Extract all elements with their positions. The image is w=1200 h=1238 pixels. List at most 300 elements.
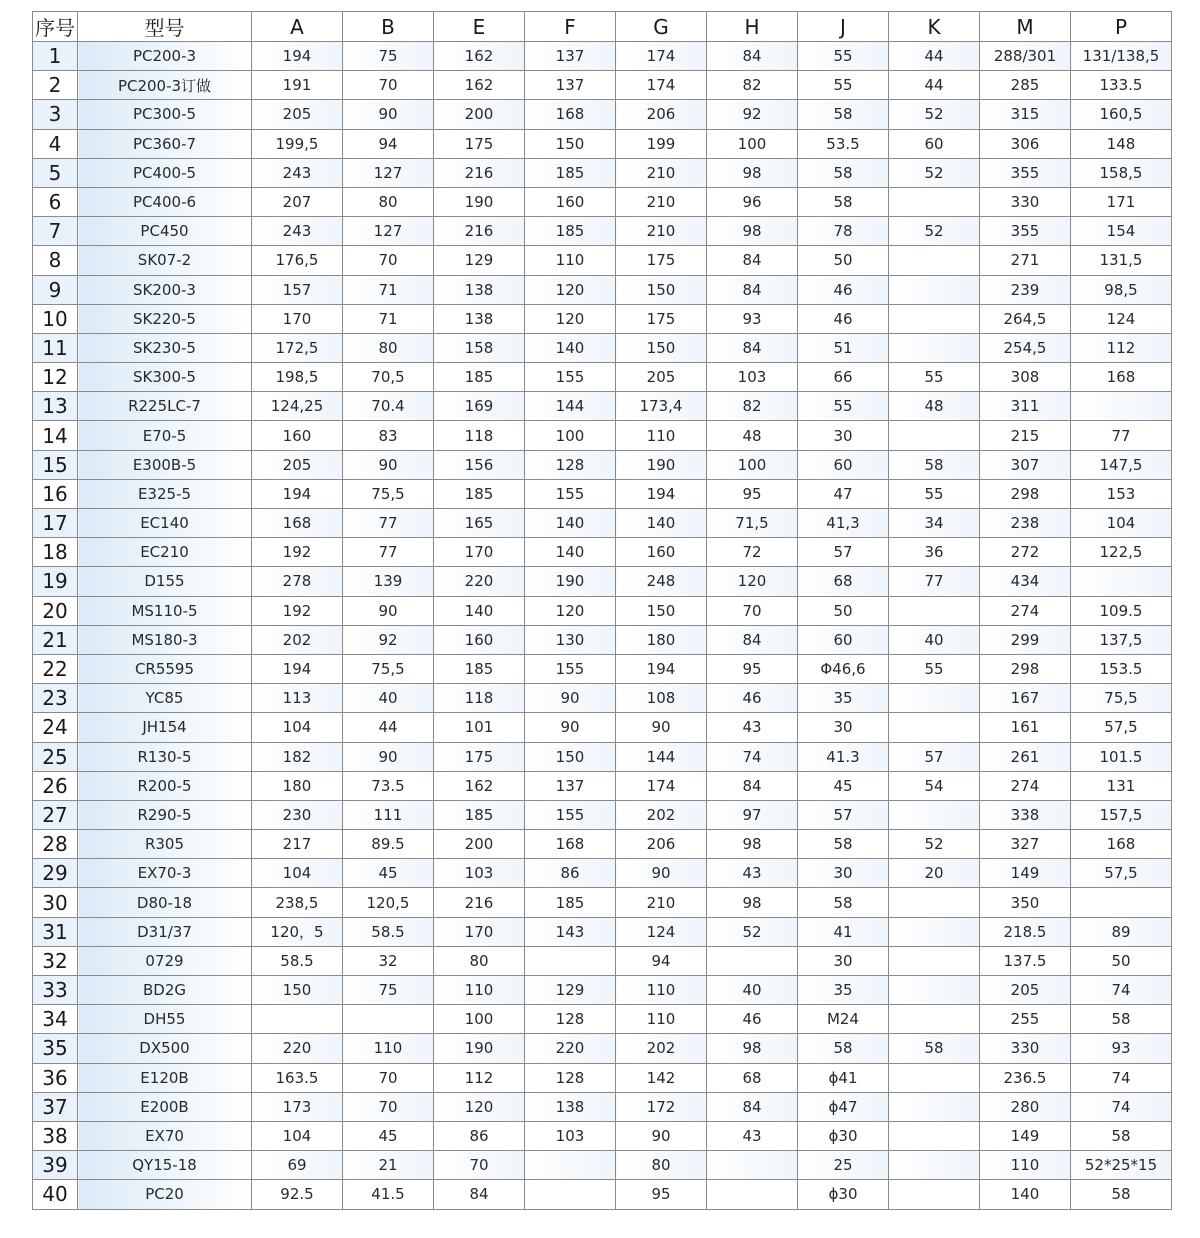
value-cell: 174 <box>616 42 707 71</box>
value-cell: 254,5 <box>980 333 1071 362</box>
value-cell: 58 <box>798 158 889 187</box>
value-cell: 153.5 <box>1071 654 1172 683</box>
value-cell: 168 <box>525 100 616 129</box>
value-cell: 130 <box>525 625 616 654</box>
value-cell: 202 <box>616 800 707 829</box>
value-cell: 21 <box>343 1151 434 1180</box>
value-cell: 58.5 <box>252 946 343 975</box>
value-cell: 274 <box>980 771 1071 800</box>
value-cell: 58 <box>798 100 889 129</box>
value-cell: 120 <box>707 567 798 596</box>
value-cell: 298 <box>980 479 1071 508</box>
value-cell <box>889 596 980 625</box>
value-cell: 100 <box>434 1005 525 1034</box>
value-cell: 50 <box>798 246 889 275</box>
value-cell: 174 <box>616 71 707 100</box>
value-cell: 52 <box>889 830 980 859</box>
table-row <box>33 1121 1172 1150</box>
value-cell: 30 <box>798 421 889 450</box>
value-cell: 139 <box>343 567 434 596</box>
value-cell: 82 <box>707 392 798 421</box>
value-cell: 167 <box>980 684 1071 713</box>
value-cell: 110 <box>616 1005 707 1034</box>
value-cell: 45 <box>343 1121 434 1150</box>
row-number-cell: 3 <box>33 100 78 129</box>
model-cell: PC200-3订做 <box>78 71 252 100</box>
value-cell: 175 <box>434 129 525 158</box>
table-row <box>33 1034 1172 1063</box>
value-cell: 98 <box>707 1034 798 1063</box>
table-row <box>33 158 1172 187</box>
value-cell: 194 <box>252 654 343 683</box>
value-cell: 75,5 <box>343 479 434 508</box>
value-cell: 216 <box>434 888 525 917</box>
value-cell: 185 <box>525 217 616 246</box>
column-header: A <box>252 12 343 42</box>
table-row <box>33 1063 1172 1092</box>
value-cell <box>343 1005 434 1034</box>
value-cell: 110 <box>343 1034 434 1063</box>
value-cell: 32 <box>343 946 434 975</box>
value-cell: 149 <box>980 859 1071 888</box>
value-cell <box>889 713 980 742</box>
value-cell: 110 <box>980 1151 1071 1180</box>
value-cell: 84 <box>707 275 798 304</box>
value-cell: 40 <box>707 976 798 1005</box>
table-row <box>33 742 1172 771</box>
row-number-cell: 39 <box>33 1151 78 1180</box>
value-cell: 190 <box>616 450 707 479</box>
value-cell: 210 <box>616 888 707 917</box>
value-cell: 100 <box>525 421 616 450</box>
value-cell: 210 <box>616 158 707 187</box>
value-cell: 210 <box>616 187 707 216</box>
value-cell: 72 <box>707 538 798 567</box>
table-row <box>33 479 1172 508</box>
value-cell: 236.5 <box>980 1063 1071 1092</box>
value-cell: 215 <box>980 421 1071 450</box>
model-cell: 0729 <box>78 946 252 975</box>
value-cell: 103 <box>434 859 525 888</box>
model-cell: E300B-5 <box>78 450 252 479</box>
value-cell: 57 <box>798 800 889 829</box>
column-header: 序号 <box>33 12 78 42</box>
row-number-cell: 8 <box>33 246 78 275</box>
value-cell: 58 <box>1071 1005 1172 1034</box>
row-number-cell: 28 <box>33 830 78 859</box>
value-cell: 103 <box>525 1121 616 1150</box>
value-cell: 122,5 <box>1071 538 1172 567</box>
value-cell: 137 <box>525 42 616 71</box>
value-cell: 52 <box>889 158 980 187</box>
row-number-cell: 17 <box>33 509 78 538</box>
value-cell: 30 <box>798 946 889 975</box>
row-number-cell: 15 <box>33 450 78 479</box>
value-cell: 55 <box>798 392 889 421</box>
value-cell: ϕ30 <box>798 1180 889 1209</box>
value-cell: 150 <box>525 742 616 771</box>
value-cell: 83 <box>343 421 434 450</box>
table-row <box>33 976 1172 1005</box>
value-cell <box>1071 888 1172 917</box>
value-cell: 205 <box>980 976 1071 1005</box>
value-cell: 118 <box>434 421 525 450</box>
value-cell: 55 <box>798 42 889 71</box>
value-cell: 274 <box>980 596 1071 625</box>
table-row <box>33 421 1172 450</box>
value-cell: 163.5 <box>252 1063 343 1092</box>
model-cell: E325-5 <box>78 479 252 508</box>
value-cell: 137 <box>525 71 616 100</box>
value-cell: 46 <box>798 275 889 304</box>
model-cell: D80-18 <box>78 888 252 917</box>
value-cell: 288/301 <box>980 42 1071 71</box>
value-cell: 104 <box>252 859 343 888</box>
row-number-cell: 32 <box>33 946 78 975</box>
value-cell: 315 <box>980 100 1071 129</box>
value-cell: 168 <box>1071 830 1172 859</box>
value-cell: 84 <box>707 771 798 800</box>
table-row <box>33 363 1172 392</box>
value-cell: 120,5 <box>343 888 434 917</box>
model-cell: PC20 <box>78 1180 252 1209</box>
value-cell: 100 <box>707 450 798 479</box>
value-cell: 98 <box>707 217 798 246</box>
value-cell: 41 <box>798 917 889 946</box>
model-cell: SK220-5 <box>78 304 252 333</box>
table-row <box>33 129 1172 158</box>
value-cell: 165 <box>434 509 525 538</box>
model-cell: E120B <box>78 1063 252 1092</box>
value-cell: 77 <box>343 538 434 567</box>
value-cell: 36 <box>889 538 980 567</box>
value-cell: 57 <box>798 538 889 567</box>
value-cell: 84 <box>707 42 798 71</box>
value-cell: 90 <box>616 1121 707 1150</box>
value-cell: 131,5 <box>1071 246 1172 275</box>
value-cell: 174 <box>616 771 707 800</box>
value-cell: ϕ30 <box>798 1121 889 1150</box>
value-cell: 50 <box>798 596 889 625</box>
table-row <box>33 304 1172 333</box>
value-cell: 94 <box>616 946 707 975</box>
value-cell: 198,5 <box>252 363 343 392</box>
value-cell: 45 <box>798 771 889 800</box>
row-number-cell: 21 <box>33 625 78 654</box>
table-header-row <box>33 12 1172 42</box>
row-number-cell: 13 <box>33 392 78 421</box>
spec-table <box>32 11 1172 1210</box>
value-cell: 98 <box>707 888 798 917</box>
value-cell: 150 <box>616 596 707 625</box>
table-row <box>33 1151 1172 1180</box>
value-cell: 48 <box>889 392 980 421</box>
value-cell: 51 <box>798 333 889 362</box>
table-row <box>33 538 1172 567</box>
value-cell <box>889 421 980 450</box>
value-cell: 140 <box>525 538 616 567</box>
model-cell: PC300-5 <box>78 100 252 129</box>
table-row <box>33 567 1172 596</box>
value-cell <box>889 888 980 917</box>
value-cell: 104 <box>1071 509 1172 538</box>
model-cell: SK07-2 <box>78 246 252 275</box>
value-cell: 43 <box>707 1121 798 1150</box>
value-cell: 160 <box>525 187 616 216</box>
table-row <box>33 187 1172 216</box>
value-cell: 78 <box>798 217 889 246</box>
model-cell: EX70-3 <box>78 859 252 888</box>
model-cell: DH55 <box>78 1005 252 1034</box>
value-cell: 25 <box>798 1151 889 1180</box>
value-cell: 192 <box>252 538 343 567</box>
value-cell: 90 <box>343 596 434 625</box>
value-cell: 180 <box>252 771 343 800</box>
value-cell: 298 <box>980 654 1071 683</box>
value-cell: 89.5 <box>343 830 434 859</box>
table-row <box>33 509 1172 538</box>
value-cell <box>525 1180 616 1209</box>
value-cell: 173,4 <box>616 392 707 421</box>
value-cell: 52 <box>889 100 980 129</box>
value-cell: 70 <box>343 71 434 100</box>
value-cell: 86 <box>525 859 616 888</box>
value-cell: 89 <box>1071 917 1172 946</box>
value-cell: 149 <box>980 1121 1071 1150</box>
value-cell: 155 <box>525 654 616 683</box>
value-cell: 162 <box>434 42 525 71</box>
value-cell: 150 <box>252 976 343 1005</box>
value-cell: 71 <box>343 275 434 304</box>
value-cell: 143 <box>525 917 616 946</box>
value-cell: 57 <box>889 742 980 771</box>
value-cell: 131/138,5 <box>1071 42 1172 71</box>
value-cell: 338 <box>980 800 1071 829</box>
model-cell: R130-5 <box>78 742 252 771</box>
value-cell: 137.5 <box>980 946 1071 975</box>
value-cell: 185 <box>434 479 525 508</box>
value-cell: 150 <box>616 275 707 304</box>
row-number-cell: 7 <box>33 217 78 246</box>
column-header: M <box>980 12 1071 42</box>
value-cell: 110 <box>616 421 707 450</box>
value-cell: 220 <box>252 1034 343 1063</box>
table-row <box>33 392 1172 421</box>
row-number-cell: 31 <box>33 917 78 946</box>
value-cell: 80 <box>434 946 525 975</box>
value-cell <box>889 304 980 333</box>
value-cell: 191 <box>252 71 343 100</box>
value-cell: 75 <box>343 42 434 71</box>
value-cell: 90 <box>616 713 707 742</box>
row-number-cell: 35 <box>33 1034 78 1063</box>
value-cell: 162 <box>434 71 525 100</box>
value-cell: 239 <box>980 275 1071 304</box>
value-cell: 158,5 <box>1071 158 1172 187</box>
value-cell: 220 <box>525 1034 616 1063</box>
value-cell: 138 <box>434 275 525 304</box>
table-row <box>33 771 1172 800</box>
value-cell: 45 <box>343 859 434 888</box>
value-cell: 138 <box>434 304 525 333</box>
value-cell: 70.4 <box>343 392 434 421</box>
model-cell: R290-5 <box>78 800 252 829</box>
table-row <box>33 625 1172 654</box>
row-number-cell: 38 <box>33 1121 78 1150</box>
table-row <box>33 654 1172 683</box>
value-cell: 70 <box>707 596 798 625</box>
row-number-cell: 40 <box>33 1180 78 1209</box>
value-cell: 47 <box>798 479 889 508</box>
value-cell: 144 <box>616 742 707 771</box>
value-cell: 210 <box>616 217 707 246</box>
value-cell: 98 <box>707 830 798 859</box>
row-number-cell: 19 <box>33 567 78 596</box>
model-cell: JH154 <box>78 713 252 742</box>
value-cell: 60 <box>889 129 980 158</box>
value-cell <box>889 684 980 713</box>
value-cell: 80 <box>616 1151 707 1180</box>
value-cell: 307 <box>980 450 1071 479</box>
value-cell: 40 <box>889 625 980 654</box>
value-cell: 57,5 <box>1071 859 1172 888</box>
value-cell: 58 <box>1071 1121 1172 1150</box>
value-cell: 43 <box>707 713 798 742</box>
value-cell: 160,5 <box>1071 100 1172 129</box>
value-cell: 70 <box>343 1063 434 1092</box>
value-cell: 95 <box>707 479 798 508</box>
value-cell: 311 <box>980 392 1071 421</box>
value-cell: 112 <box>1071 333 1172 362</box>
value-cell: 175 <box>434 742 525 771</box>
value-cell: 243 <box>252 158 343 187</box>
value-cell: 20 <box>889 859 980 888</box>
row-number-cell: 14 <box>33 421 78 450</box>
value-cell: 330 <box>980 187 1071 216</box>
table-row <box>33 217 1172 246</box>
value-cell: 217 <box>252 830 343 859</box>
table-row <box>33 800 1172 829</box>
model-cell: PC400-6 <box>78 187 252 216</box>
value-cell: 238,5 <box>252 888 343 917</box>
value-cell: 90 <box>525 713 616 742</box>
value-cell: 75 <box>343 976 434 1005</box>
table-row <box>33 1180 1172 1209</box>
value-cell: 180 <box>616 625 707 654</box>
table-row <box>33 888 1172 917</box>
value-cell: 109.5 <box>1071 596 1172 625</box>
value-cell: 46 <box>707 1005 798 1034</box>
value-cell: 140 <box>525 509 616 538</box>
value-cell: 75,5 <box>1071 684 1172 713</box>
model-cell: YC85 <box>78 684 252 713</box>
model-cell: EC210 <box>78 538 252 567</box>
value-cell: 155 <box>525 800 616 829</box>
model-cell: R225LC-7 <box>78 392 252 421</box>
value-cell: 48 <box>707 421 798 450</box>
value-cell: 133.5 <box>1071 71 1172 100</box>
value-cell: 434 <box>980 567 1071 596</box>
value-cell: 84 <box>707 333 798 362</box>
value-cell: 84 <box>434 1180 525 1209</box>
value-cell: 153 <box>1071 479 1172 508</box>
value-cell: 220 <box>434 567 525 596</box>
value-cell: 175 <box>616 304 707 333</box>
value-cell: 74 <box>1071 1092 1172 1121</box>
value-cell: 355 <box>980 217 1071 246</box>
value-cell: 98 <box>707 158 798 187</box>
value-cell: 90 <box>343 100 434 129</box>
value-cell: 73.5 <box>343 771 434 800</box>
value-cell: 238 <box>980 509 1071 538</box>
value-cell: 160 <box>252 421 343 450</box>
value-cell: 94 <box>343 129 434 158</box>
value-cell: 98,5 <box>1071 275 1172 304</box>
model-cell: BD2G <box>78 976 252 1005</box>
value-cell: 172,5 <box>252 333 343 362</box>
value-cell: 52*25*15 <box>1071 1151 1172 1180</box>
row-number-cell: 30 <box>33 888 78 917</box>
value-cell: 52 <box>889 217 980 246</box>
row-number-cell: 27 <box>33 800 78 829</box>
value-cell: 74 <box>1071 1063 1172 1092</box>
value-cell: 35 <box>798 976 889 1005</box>
value-cell: 192 <box>252 596 343 625</box>
value-cell: 171 <box>1071 187 1172 216</box>
value-cell <box>889 1180 980 1209</box>
value-cell: 216 <box>434 158 525 187</box>
value-cell: 124,25 <box>252 392 343 421</box>
value-cell: 200 <box>434 100 525 129</box>
value-cell: 46 <box>707 684 798 713</box>
row-number-cell: 37 <box>33 1092 78 1121</box>
value-cell: M24 <box>798 1005 889 1034</box>
model-cell: D31/37 <box>78 917 252 946</box>
value-cell: 127 <box>343 158 434 187</box>
table-row <box>33 917 1172 946</box>
value-cell: 350 <box>980 888 1071 917</box>
value-cell: 90 <box>525 684 616 713</box>
model-cell: D155 <box>78 567 252 596</box>
value-cell: 355 <box>980 158 1071 187</box>
value-cell: 131 <box>1071 771 1172 800</box>
value-cell: 216 <box>434 217 525 246</box>
value-cell: 58 <box>889 450 980 479</box>
value-cell: 30 <box>798 713 889 742</box>
value-cell: 58.5 <box>343 917 434 946</box>
value-cell: 55 <box>889 363 980 392</box>
value-cell: 185 <box>525 158 616 187</box>
row-number-cell: 6 <box>33 187 78 216</box>
row-number-cell: 5 <box>33 158 78 187</box>
value-cell: 70 <box>343 1092 434 1121</box>
value-cell: 205 <box>616 363 707 392</box>
value-cell: 120 <box>525 304 616 333</box>
value-cell: 157,5 <box>1071 800 1172 829</box>
value-cell: 161 <box>980 713 1071 742</box>
value-cell: 168 <box>252 509 343 538</box>
model-cell: SK300-5 <box>78 363 252 392</box>
value-cell: 108 <box>616 684 707 713</box>
value-cell: 285 <box>980 71 1071 100</box>
value-cell: 202 <box>616 1034 707 1063</box>
value-cell: Φ46,6 <box>798 654 889 683</box>
value-cell: 52 <box>707 917 798 946</box>
value-cell <box>889 1063 980 1092</box>
value-cell: 200 <box>434 830 525 859</box>
value-cell: 84 <box>707 246 798 275</box>
value-cell: 194 <box>252 479 343 508</box>
